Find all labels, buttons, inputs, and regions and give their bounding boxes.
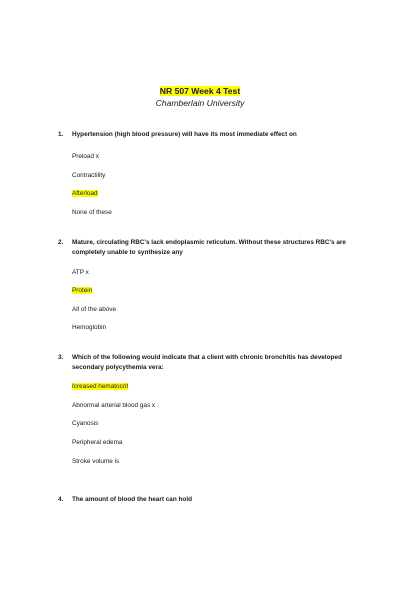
question-1-number: 1. xyxy=(58,131,64,138)
question-2-option-1: ATP x xyxy=(72,269,89,276)
question-2-number: 2. xyxy=(58,239,64,246)
question-3-option-5: Stroke volume is xyxy=(72,458,120,465)
question-1-option-2: Contractility xyxy=(72,172,106,179)
question-1-text: Hypertension (high blood pressure) will have its most immediate effect on xyxy=(72,131,297,138)
document-subtitle: Chamberlain University xyxy=(155,98,245,108)
question-2-option-4: Hemoglobin xyxy=(72,324,107,331)
question-3-number: 3. xyxy=(58,354,64,361)
question-3-option-2: Abnormal arterial blood gas x xyxy=(72,402,156,409)
question-1-option-1: Preload x xyxy=(72,153,99,160)
question-2-option-3: All of the above xyxy=(72,306,117,313)
question-2-option-2 xyxy=(72,286,92,295)
question-3-option-4: Peripheral edema xyxy=(72,439,123,446)
question-4-number: 4. xyxy=(58,496,64,503)
answer-highlight: Icreased hematocrit xyxy=(72,383,129,390)
question-4-text: The amount of blood the heart can hold xyxy=(72,496,192,503)
question-1-option-3 xyxy=(72,189,98,198)
answer-highlight: Protein xyxy=(72,287,93,294)
question-3-option-1 xyxy=(72,382,128,391)
question-3-text: Which of the following would indicate that a client with chronic bronchitis has developed secondary polycythemia vera: xyxy=(72,354,342,371)
document-title xyxy=(0,86,400,97)
question-1-option-4: None of these xyxy=(72,209,112,216)
question-3-option-3: Cyanosis xyxy=(72,420,99,427)
title-highlight: NR 507 Week 4 Test xyxy=(159,86,241,96)
answer-highlight: Afterload xyxy=(72,190,98,197)
question-2-text: Mature, circulating RBC's lack endoplasmic reticulum. Without these structures RBC's are completely unable to synthesize any xyxy=(72,239,346,256)
